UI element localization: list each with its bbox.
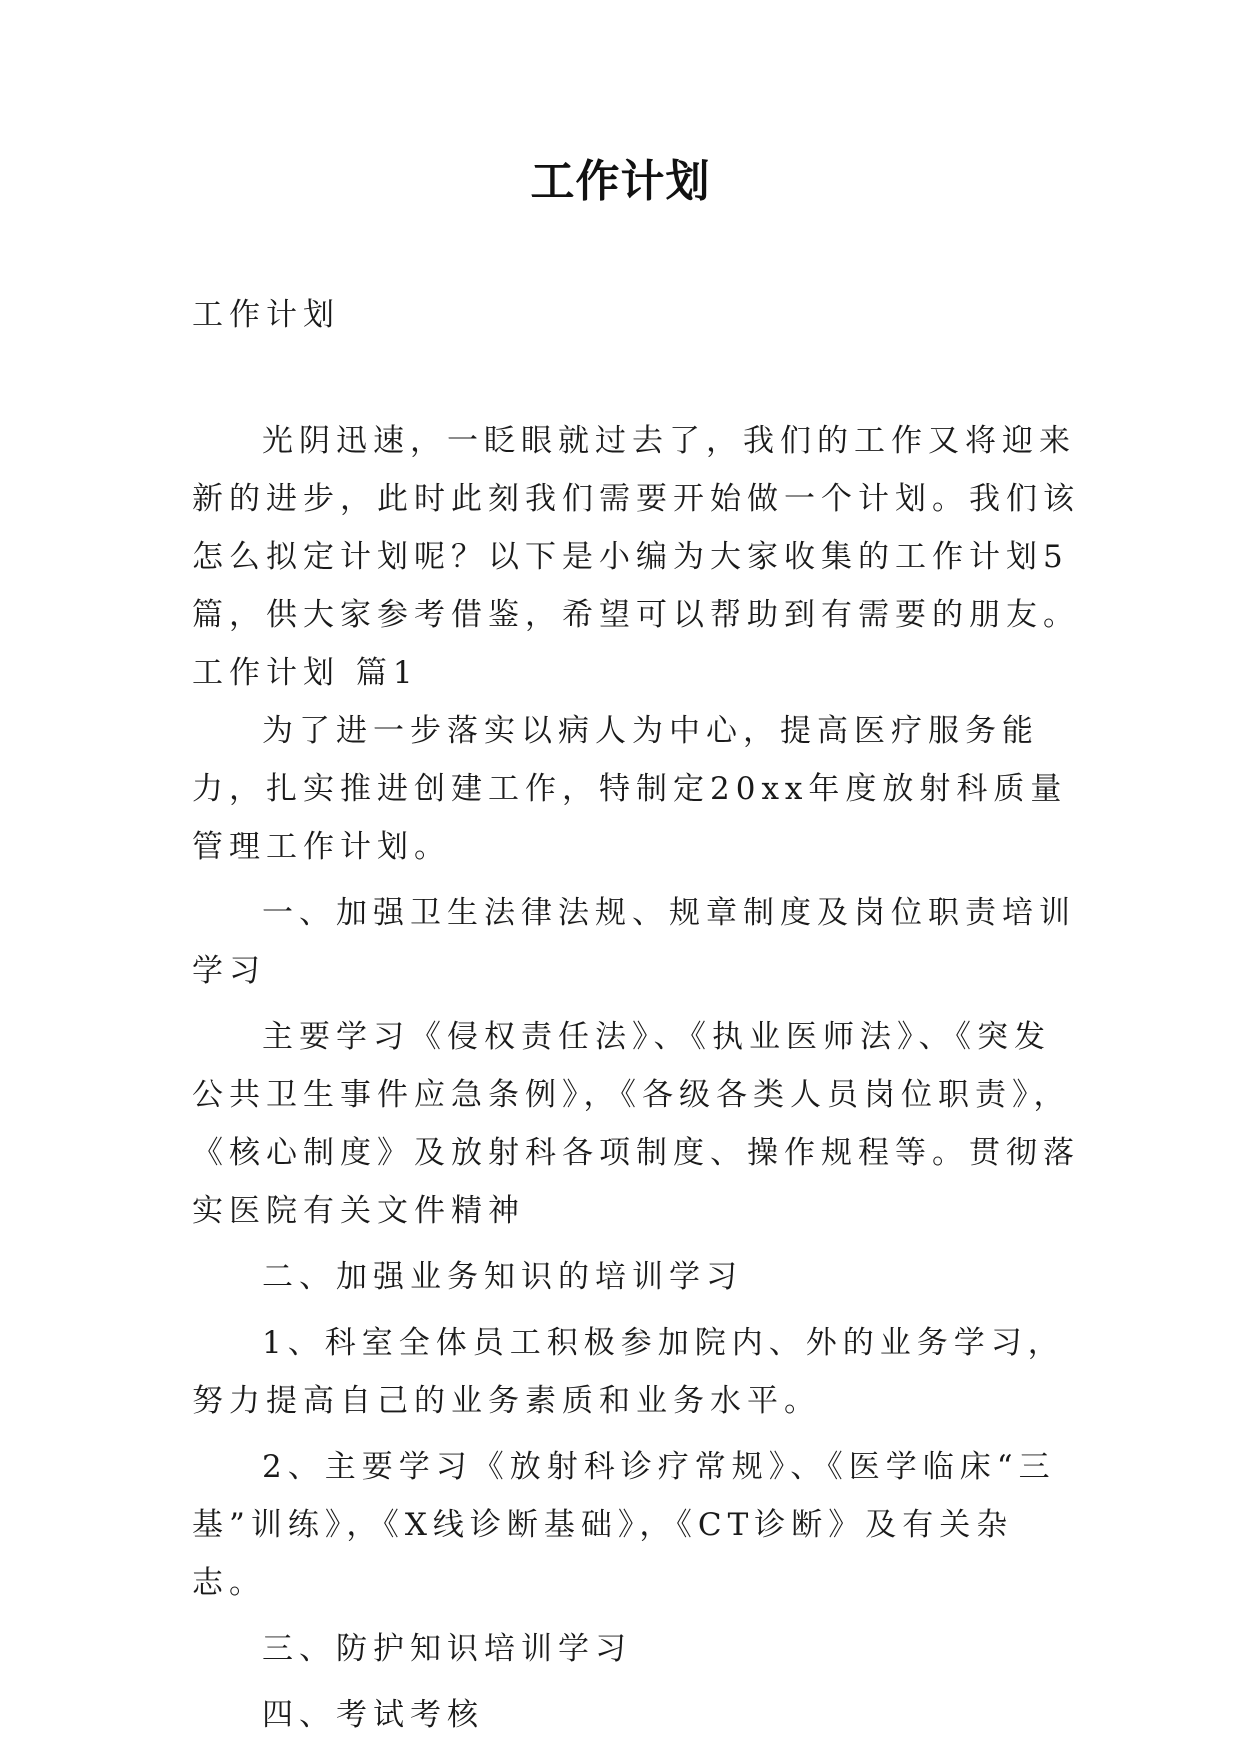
paragraph-law-study: 主要学习《侵权责任法》、《执业医师法》、《突发公共卫生事件应急条例》，《各级各类人员岗位职责》，《核心制度》及放射科各项制度、操作规程等。贯彻落实医院有关文件精神 bbox=[192, 1019, 1080, 1229]
heading-business-training: 二、加强业务知识的培训学习 bbox=[262, 1259, 743, 1295]
spacer bbox=[192, 344, 1082, 412]
heading-law-training: 一、加强卫生法律法规、规章制度及岗位职责培训学习 bbox=[192, 895, 1076, 989]
section-heading: 工作计划 篇1 bbox=[192, 655, 419, 691]
heading-exam: 四、考试考核 bbox=[262, 1697, 484, 1733]
heading-protection-training: 三、防护知识培训学习 bbox=[262, 1631, 632, 1667]
document-body bbox=[192, 286, 1082, 1744]
paragraph-purpose: 为了进一步落实以病人为中心，提高医疗服务能力，扎实推进创建工作，特制定20xx年度放射科质量管理工作计划。 bbox=[192, 713, 1068, 865]
intro-paragraph: 光阴迅速，一眨眼就过去了，我们的工作又将迎来新的进步，此时此刻我们需要开始做一个计划。我们该怎么拟定计划呢？以下是小编为大家收集的工作计划5篇，供大家参考借鉴，希望可以帮助到有需要的朋友。 bbox=[192, 423, 1080, 633]
document-subtitle: 工作计划 bbox=[192, 297, 340, 333]
paragraph-business-1: 1、科室全体员工积极参加院内、外的业务学习，努力提高自己的业务素质和业务水平。 bbox=[192, 1325, 1065, 1419]
paragraph-business-2: 2、主要学习《放射科诊疗常规》、《医学临床“三基”训练》，《X线诊断基础》，《CT诊断》及有关杂志。 bbox=[192, 1449, 1056, 1601]
document-title: 工作计划 bbox=[530, 156, 711, 207]
